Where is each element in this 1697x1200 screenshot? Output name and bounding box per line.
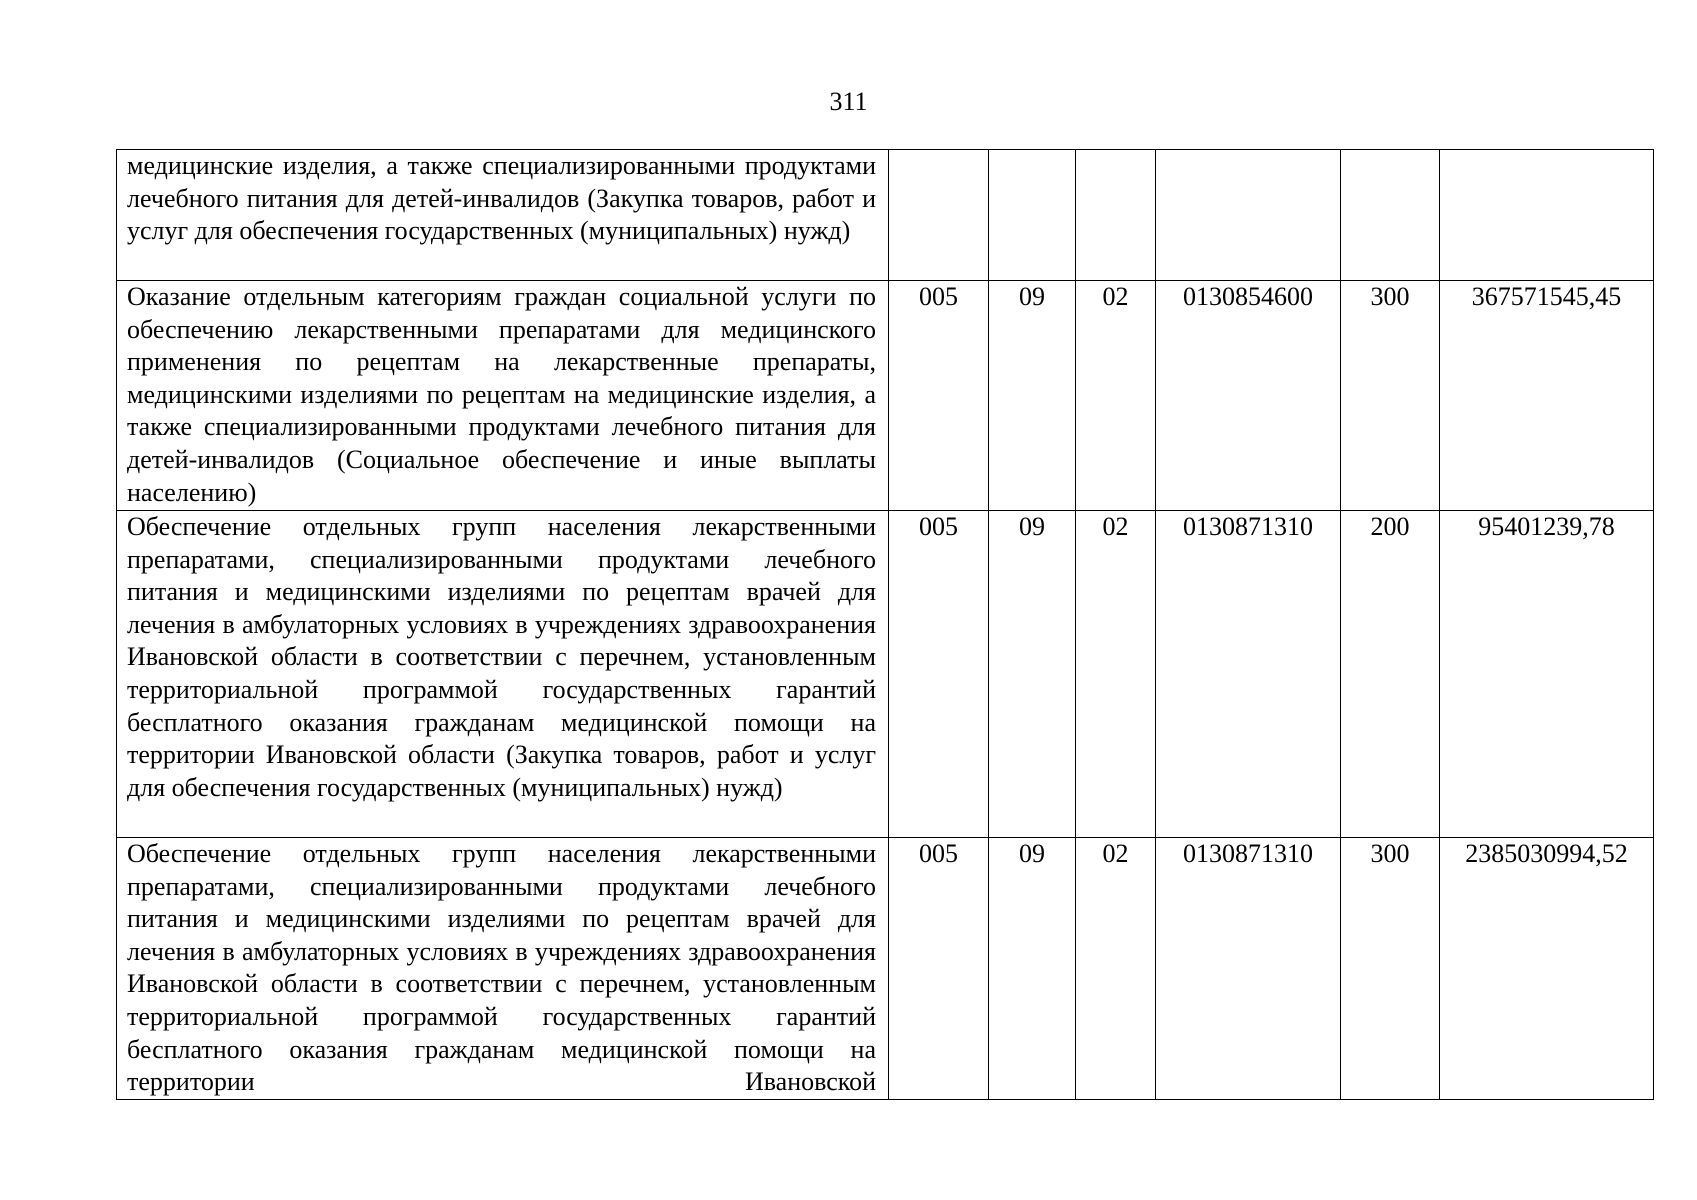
expense-type-cell: 300 (1341, 838, 1440, 1100)
subsection-code-cell (1076, 150, 1156, 281)
expense-type-cell: 300 (1341, 281, 1440, 511)
section-code-cell: 09 (989, 511, 1076, 838)
amount-cell: 95401239,78 (1440, 511, 1654, 838)
row-description: Оказание отдельным категориям граждан социальной услуги по обеспечению лекарственными препаратами для медицинского применения по рецептам на лекарственные препараты, медицинскими изделиями по рецептам на медицинские изделия, а также специализированными продуктами лечебного питания для детей-инвалидов (Социальное обеспечение и иные выплаты населению) (117, 281, 889, 511)
amount-cell (1440, 150, 1654, 281)
target-article-cell: 0130871310 (1156, 838, 1341, 1100)
subsection-code-cell: 02 (1076, 511, 1156, 838)
table-row (117, 838, 1654, 1100)
section-code-cell (989, 150, 1076, 281)
ministry-code-cell: 005 (889, 838, 989, 1100)
expense-type-cell (1341, 150, 1440, 281)
target-article-cell: 0130871310 (1156, 511, 1341, 838)
expense-type-cell: 200 (1341, 511, 1440, 838)
table-row (117, 150, 1654, 281)
section-code-cell: 09 (989, 838, 1076, 1100)
section-code-cell: 09 (989, 281, 1076, 511)
row-description: Обеспечение отдельных групп населения лекарственными препаратами, специализированными продуктами лечебного питания и медицинскими изделиями по рецептам врачей для лечения в амбулаторных условиях в учреждениях здравоохранения Ивановской области в соответствии с перечнем, установленным территориальной программой государственных гарантий бесплатного оказания гражданам медицинской помощи на территории Ивановской области (Закупка товаров, работ и услуг для обеспечения государственных (муниципальных) нужд) (117, 511, 889, 838)
row-description-text: Обеспечение отдельных групп населения лекарственными препаратами, специализированными продуктами лечебного питания и медицинскими изделиями по рецептам врачей для лечения в амбулаторных условиях в учреждениях здравоохранения Ивановской области в соответствии с перечнем, установленным территориальной программой государственных гарантий бесплатного оказания гражданам медицинской помощи на территории Ивановской (127, 839, 876, 1097)
subsection-code-cell: 02 (1076, 281, 1156, 511)
table-row (117, 281, 1654, 511)
target-article-cell: 0130854600 (1156, 281, 1341, 511)
page-number: 311 (829, 87, 868, 116)
amount-cell: 2385030994,52 (1440, 838, 1654, 1100)
amount-cell: 367571545,45 (1440, 281, 1654, 511)
row-description (117, 838, 889, 1100)
ministry-code-cell: 005 (889, 281, 989, 511)
subsection-code-cell: 02 (1076, 838, 1156, 1100)
budget-table (116, 149, 1654, 1100)
target-article-cell (1156, 150, 1341, 281)
ministry-code-cell: 005 (889, 511, 989, 838)
table-row (117, 511, 1654, 838)
ministry-code-cell (889, 150, 989, 281)
row-description: медицинские изделия, а также специализированными продуктами лечебного питания для детей-инвалидов (Закупка товаров, работ и услуг для обеспечения государственных (муниципальных) нужд) (117, 150, 889, 281)
